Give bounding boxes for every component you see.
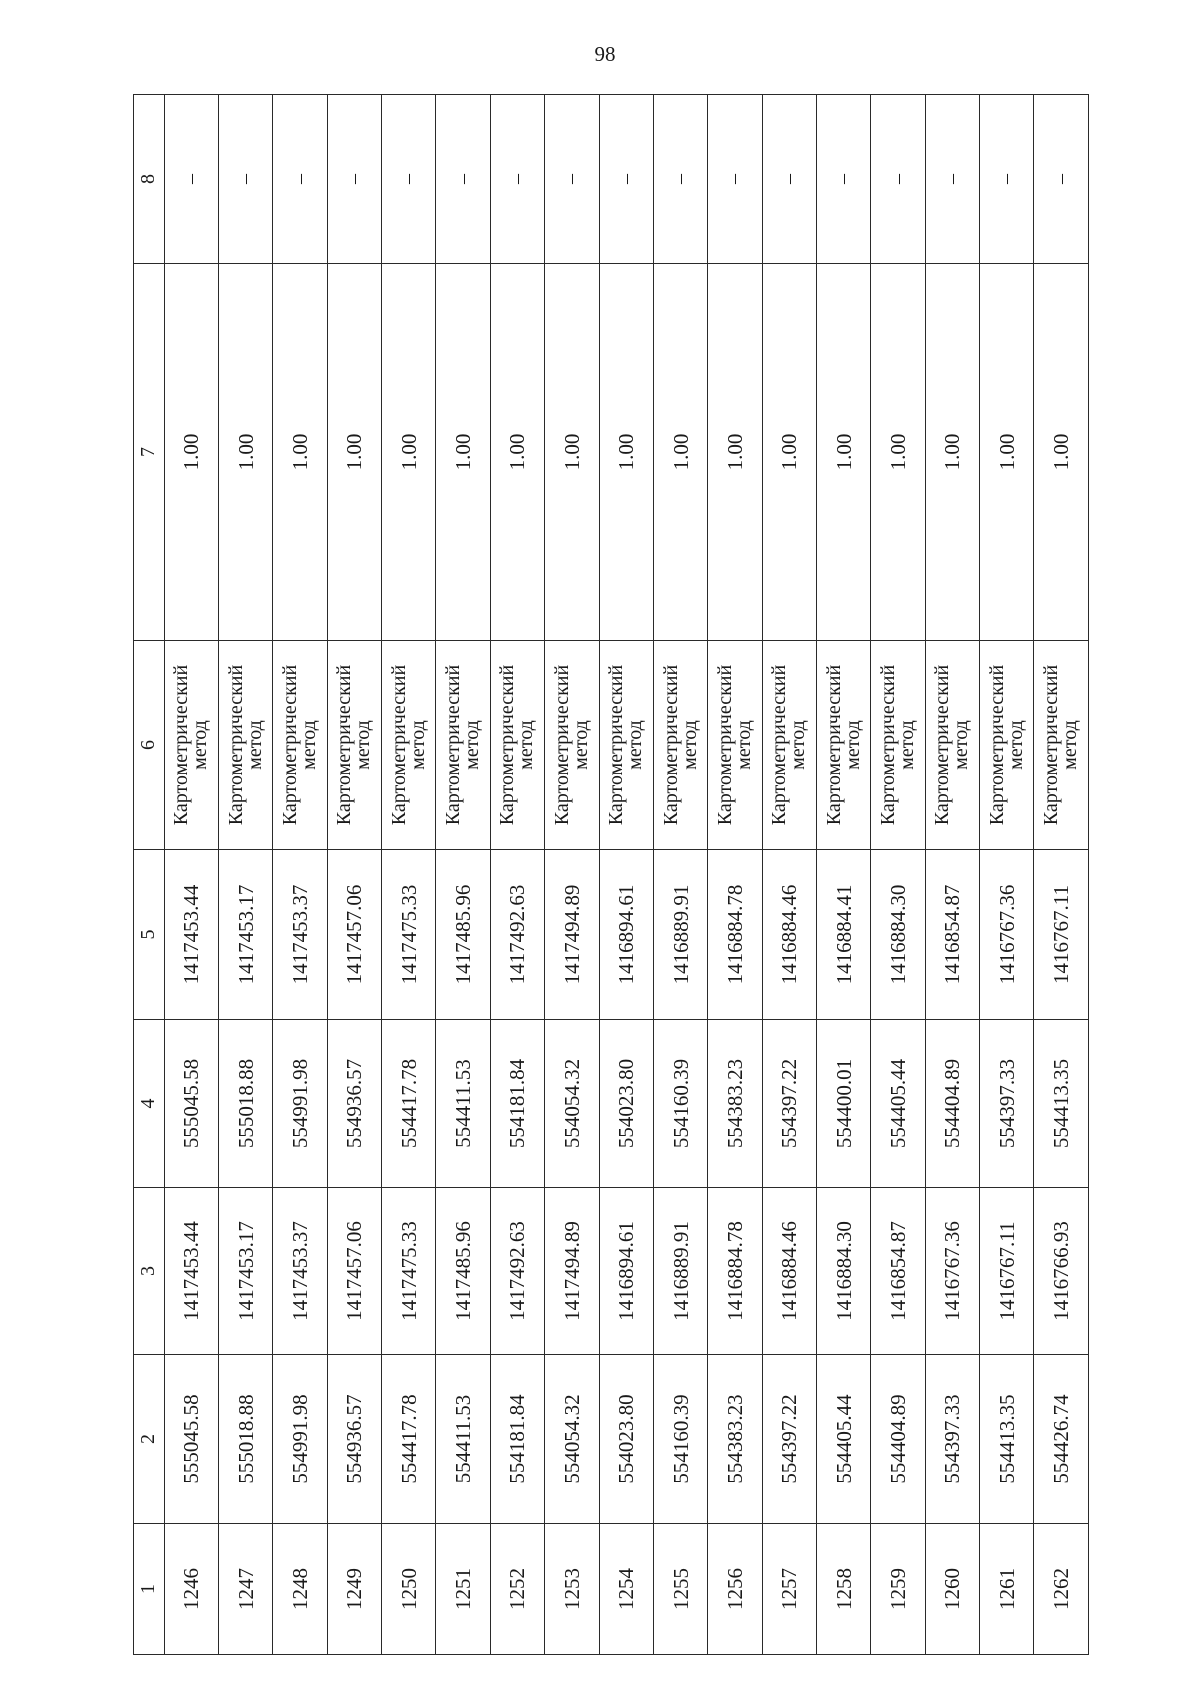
method-cell — [382, 641, 436, 850]
table-cell: 1.00 — [1034, 264, 1089, 641]
method-cell — [273, 641, 327, 850]
method-line-2: метод — [624, 720, 647, 770]
method-line-1: Картометрический — [605, 664, 628, 826]
table-cell: – — [273, 95, 327, 264]
method-line-1: Картометрический — [496, 664, 519, 826]
table-cell: 1.00 — [980, 264, 1034, 641]
table-cell: – — [925, 95, 979, 264]
table-cell: – — [164, 95, 218, 264]
table-cell: 554383.23 — [708, 1355, 762, 1524]
table-cell: – — [382, 95, 436, 264]
table-cell: 1253 — [545, 1524, 599, 1655]
method-cell — [925, 641, 979, 850]
table-cell: 1416854.87 — [871, 1188, 925, 1355]
method-cell — [871, 641, 925, 850]
table-cell: 1251 — [436, 1524, 490, 1655]
method-cell — [327, 641, 381, 850]
table-cell: 1416889.91 — [653, 1188, 707, 1355]
method-cell — [653, 641, 707, 850]
method-line-2: метод — [515, 720, 538, 770]
table-cell: 554397.22 — [762, 1020, 816, 1188]
table-cell: 1.00 — [653, 264, 707, 641]
method-line-2: метод — [896, 720, 918, 770]
table-body — [134, 95, 1089, 1655]
table-cell: 1.00 — [708, 264, 762, 641]
method-line-2: метод — [1059, 720, 1082, 770]
table-cell: 554397.22 — [762, 1355, 816, 1524]
table-cell: – — [871, 95, 925, 264]
table-cell: 1246 — [164, 1524, 218, 1655]
table-cell: 554405.44 — [871, 1020, 925, 1188]
table-cell: 554991.98 — [273, 1020, 327, 1188]
method-cell — [219, 641, 273, 850]
method-line-2: метод — [298, 720, 321, 770]
table-cell: 554023.80 — [599, 1355, 653, 1524]
table-cell: 1258 — [816, 1524, 870, 1655]
header-cell: 5 — [134, 850, 165, 1020]
method-line-1: Картометрический — [931, 664, 954, 826]
table-row — [273, 95, 327, 1655]
method-cell — [1034, 641, 1089, 850]
table-row — [925, 95, 979, 1655]
table-cell: 554417.78 — [382, 1020, 436, 1188]
method-line-1: Картометрический — [279, 664, 302, 826]
method-cell — [164, 641, 218, 850]
page-number: 98 — [594, 42, 616, 66]
table-cell: 1.00 — [490, 264, 544, 641]
table-row — [653, 95, 707, 1655]
table-cell: 1256 — [708, 1524, 762, 1655]
method-line-1: Картометрический — [985, 664, 1008, 826]
table-row — [708, 95, 762, 1655]
table-cell: – — [1034, 95, 1089, 264]
table-cell: 1254 — [599, 1524, 653, 1655]
table-cell: 1260 — [925, 1524, 979, 1655]
table-row — [164, 95, 218, 1655]
table-cell: 554405.44 — [816, 1355, 870, 1524]
method-line-1: Картометрический — [768, 664, 791, 826]
method-cell — [762, 641, 816, 850]
table-row — [219, 95, 273, 1655]
table-cell: 1416854.87 — [925, 850, 979, 1020]
table-cell: 555045.58 — [164, 1355, 218, 1524]
table-row — [327, 95, 381, 1655]
header-cell: 4 — [134, 1020, 165, 1188]
method-line-1: Картометрический — [333, 664, 356, 826]
method-line-2: метод — [569, 720, 592, 770]
method-line-1: Картометрический — [659, 664, 682, 826]
table-cell: 1417492.63 — [490, 1188, 544, 1355]
table-cell: – — [980, 95, 1034, 264]
table-cell: 1416767.11 — [980, 1188, 1034, 1355]
rotated-table-wrapper — [133, 95, 1089, 1655]
table-row — [1034, 95, 1089, 1655]
table-cell: 1417453.37 — [273, 1188, 327, 1355]
table-cell: 1416884.78 — [708, 1188, 762, 1355]
method-cell — [980, 641, 1034, 850]
table-cell: 1.00 — [925, 264, 979, 641]
table-cell: 1416884.41 — [816, 850, 870, 1020]
method-line-1: Картометрический — [1040, 664, 1063, 826]
table-cell: 554397.33 — [925, 1355, 979, 1524]
table-cell: 1416767.36 — [925, 1188, 979, 1355]
method-line-1: Картометрический — [877, 664, 899, 826]
table-cell: 1261 — [980, 1524, 1034, 1655]
table-cell: 1417485.96 — [436, 1188, 490, 1355]
method-line-1: Картометрический — [387, 664, 410, 826]
table-cell: – — [708, 95, 762, 264]
table-cell: 554023.80 — [599, 1020, 653, 1188]
table-cell: 1262 — [1034, 1524, 1089, 1655]
table-cell: 555018.88 — [219, 1355, 273, 1524]
header-cell: 1 — [134, 1524, 165, 1655]
table-cell: 1417475.33 — [382, 1188, 436, 1355]
table-cell: 554160.39 — [653, 1020, 707, 1188]
table-cell: 1.00 — [762, 264, 816, 641]
table-header-row — [134, 95, 165, 1655]
method-line-2: метод — [1004, 720, 1027, 770]
table-cell: 1.00 — [871, 264, 925, 641]
table-cell: 1417457.06 — [327, 1188, 381, 1355]
table-cell: 554181.84 — [490, 1020, 544, 1188]
table-cell: 554417.78 — [382, 1355, 436, 1524]
table-cell: – — [490, 95, 544, 264]
table-cell: 1255 — [653, 1524, 707, 1655]
table-cell: 1417453.17 — [219, 1188, 273, 1355]
method-line-2: метод — [243, 720, 266, 770]
table-cell: 1.00 — [219, 264, 273, 641]
table-cell: 554400.01 — [816, 1020, 870, 1188]
table-cell: 554411.53 — [436, 1355, 490, 1524]
table-cell: 554413.35 — [980, 1355, 1034, 1524]
method-line-2: метод — [841, 720, 864, 770]
method-line-2: метод — [787, 720, 810, 770]
table-cell: – — [327, 95, 381, 264]
table-cell: 1252 — [490, 1524, 544, 1655]
table-cell: 1417457.06 — [327, 850, 381, 1020]
table-cell: 554054.32 — [545, 1355, 599, 1524]
method-line-2: метод — [950, 720, 973, 770]
table-cell: 1416766.93 — [1034, 1188, 1089, 1355]
table-cell: – — [816, 95, 870, 264]
header-cell: 2 — [134, 1355, 165, 1524]
method-cell — [708, 641, 762, 850]
table-cell: 1416767.11 — [1034, 850, 1089, 1020]
table-cell: 1.00 — [273, 264, 327, 641]
table-cell: 1.00 — [599, 264, 653, 641]
header-cell: 7 — [134, 264, 165, 641]
table-cell: 1416767.36 — [980, 850, 1034, 1020]
table-cell: 554413.35 — [1034, 1020, 1089, 1188]
table-cell: – — [545, 95, 599, 264]
method-line-2: метод — [352, 720, 375, 770]
table-cell: 1249 — [327, 1524, 381, 1655]
table-cell: 554160.39 — [653, 1355, 707, 1524]
method-cell — [545, 641, 599, 850]
table-cell: 1416894.61 — [599, 850, 653, 1020]
table-cell: 554936.57 — [327, 1355, 381, 1524]
table-cell: 1.00 — [436, 264, 490, 641]
table-row — [816, 95, 870, 1655]
method-line-2: метод — [461, 720, 484, 770]
method-cell — [599, 641, 653, 850]
method-line-1: Картометрический — [224, 664, 247, 826]
header-cell: 6 — [134, 641, 165, 850]
table-cell: 1417485.96 — [436, 850, 490, 1020]
method-line-1: Картометрический — [170, 664, 193, 826]
table-cell: 1.00 — [545, 264, 599, 641]
table-cell: 1259 — [871, 1524, 925, 1655]
table-row — [599, 95, 653, 1655]
table-cell: 554411.53 — [436, 1020, 490, 1188]
table-cell: – — [219, 95, 273, 264]
method-line-2: метод — [732, 720, 755, 770]
table-row — [436, 95, 490, 1655]
table-cell: 1417475.33 — [382, 850, 436, 1020]
table-cell: 1417494.89 — [545, 1188, 599, 1355]
table-cell: 1250 — [382, 1524, 436, 1655]
table-row — [762, 95, 816, 1655]
table-cell: 1.00 — [164, 264, 218, 641]
table-cell: 1417492.63 — [490, 850, 544, 1020]
table-cell: 1.00 — [327, 264, 381, 641]
method-line-2: метод — [406, 720, 429, 770]
method-cell — [490, 641, 544, 850]
table-cell: 1248 — [273, 1524, 327, 1655]
table-cell: 555018.88 — [219, 1020, 273, 1188]
table-cell: – — [436, 95, 490, 264]
table-cell: 1.00 — [382, 264, 436, 641]
table-cell: 1417453.44 — [164, 1188, 218, 1355]
table-cell: 554991.98 — [273, 1355, 327, 1524]
method-line-1: Картометрический — [822, 664, 845, 826]
table-cell: 1416884.30 — [871, 850, 925, 1020]
table-cell: 554404.89 — [925, 1020, 979, 1188]
table-cell: 1416884.30 — [816, 1188, 870, 1355]
table-cell: 1416894.61 — [599, 1188, 653, 1355]
table-row — [545, 95, 599, 1655]
table-cell: 554181.84 — [490, 1355, 544, 1524]
method-line-2: метод — [189, 720, 212, 770]
table-row — [871, 95, 925, 1655]
method-line-1: Картометрический — [713, 664, 736, 826]
table-cell: 1.00 — [816, 264, 870, 641]
coordinates-table — [133, 94, 1089, 1655]
table-cell: 1417453.17 — [219, 850, 273, 1020]
table-cell: 554054.32 — [545, 1020, 599, 1188]
table-cell: 1417453.37 — [273, 850, 327, 1020]
table-cell: 1416889.91 — [653, 850, 707, 1020]
method-line-2: метод — [678, 720, 701, 770]
method-line-1: Картометрический — [442, 664, 465, 826]
header-cell: 8 — [134, 95, 165, 264]
table-cell: – — [653, 95, 707, 264]
table-cell: 1417453.44 — [164, 850, 218, 1020]
table-cell: 555045.58 — [164, 1020, 218, 1188]
method-line-1: Картометрический — [550, 664, 573, 826]
table-cell: 1247 — [219, 1524, 273, 1655]
table-cell: 554404.89 — [871, 1355, 925, 1524]
table-row — [382, 95, 436, 1655]
table-cell: 1257 — [762, 1524, 816, 1655]
method-cell — [816, 641, 870, 850]
table-cell: 554936.57 — [327, 1020, 381, 1188]
table-cell: 554383.23 — [708, 1020, 762, 1188]
table-cell: – — [599, 95, 653, 264]
table-cell: 554397.33 — [980, 1020, 1034, 1188]
table-row — [490, 95, 544, 1655]
table-cell: – — [762, 95, 816, 264]
method-cell — [436, 641, 490, 850]
table-cell: 1416884.46 — [762, 850, 816, 1020]
table-cell: 1416884.46 — [762, 1188, 816, 1355]
table-cell: 1417494.89 — [545, 850, 599, 1020]
table-cell: 1416884.78 — [708, 850, 762, 1020]
table-row — [980, 95, 1034, 1655]
header-cell: 3 — [134, 1188, 165, 1355]
table-cell: 554426.74 — [1034, 1355, 1089, 1524]
